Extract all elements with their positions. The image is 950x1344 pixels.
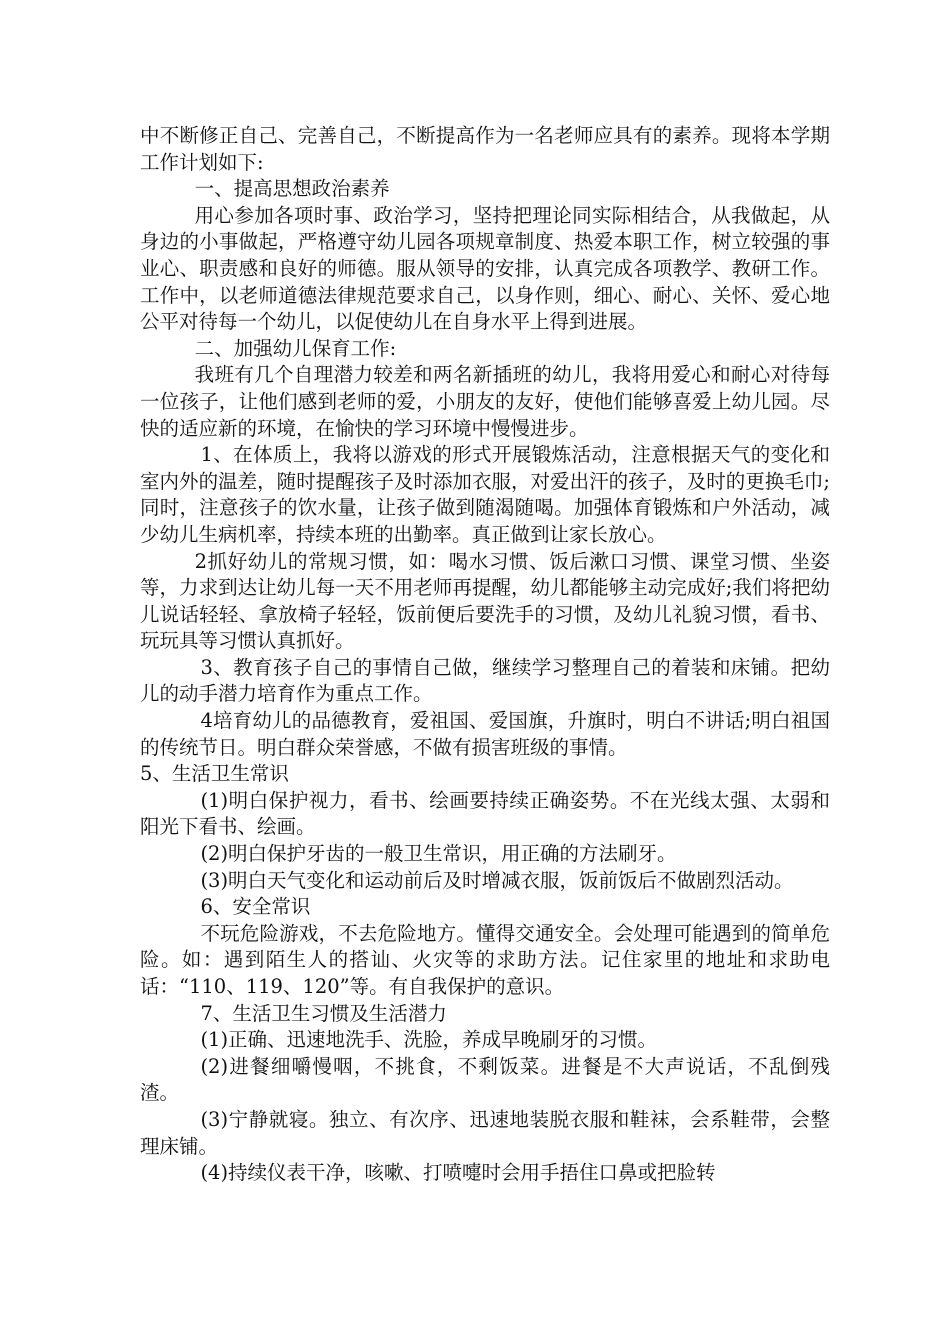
heading-hygiene-knowledge: 5、生活卫生常识	[140, 762, 289, 786]
paragraph-item-4: 4培育幼儿的品德教育，爱祖国、爱国旗，升旗时，明白不讲话;明白祖国的传统节日。明白群众荣誉感，不做有损害班级的事情。	[140, 709, 830, 759]
paragraph-hygiene-1: (1)明白保护视力，看书、绘画要持续正确姿势。不在光线太强、太弱和阳光下看书、绘画。	[140, 788, 830, 839]
paragraph-item-3: 3、教育孩子自己的事情自己做，继续学习整理自己的着装和床铺。把幼儿的动手潜力培育作为重点工作。	[140, 655, 830, 706]
paragraph-care: 我班有几个自理潜力较差和两名新插班的幼儿，我将用爱心和耐心对待每一位孩子，让他们感到老师的爱，小朋友的友好，使他们能够喜爱上幼儿园。尽快的适应新的环境，在愉快的学习环境中慢慢进步。	[140, 363, 830, 440]
heading-section-1: 一、提高思想政治素养	[194, 177, 390, 201]
heading-section-2: 二、加强幼儿保育工作:	[194, 336, 397, 360]
paragraph-item-2: 2抓好幼儿的常规习惯，如：喝水习惯、饭后漱口习惯、课堂习惯、坐姿等，力求到达让幼儿每一天不用老师再提醒，幼儿都能够主动完成好;我们将把幼儿说话轻轻、拿放椅子轻轻，饭前便后要洗手的习惯，及幼儿礼貌习惯，看书、玩玩具等习惯认真抓好。	[140, 549, 830, 653]
paragraph-habit-3: (3)宁静就寝。独立、有次序、迅速地装脱衣服和鞋袜，会系鞋带，会整理床铺。	[140, 1107, 830, 1158]
paragraph-hygiene-3: (3)明白天气变化和运动前后及时增减衣服，饭前饭后不做剧烈活动。	[200, 868, 794, 892]
document-page	[140, 123, 830, 1187]
paragraph-habit-2: (2)进餐细嚼慢咽，不挑食，不剩饭菜。进餐是不大声说话，不乱倒残渣。	[140, 1054, 830, 1105]
heading-habits: 7、生活卫生习惯及生活潜力	[200, 1001, 447, 1025]
paragraph-item-1: 1、在体质上，我将以游戏的形式开展锻炼活动，注意根据天气的变化和室内外的温差，随时提醒孩子及时添加衣服，对爱出汗的孩子，及时的更换毛巾;同时，注意孩子的饮水量，让孩子做到随渴随喝。加强体育锻炼和户外活动，减少幼儿生病机率，持续本班的出勤率。真正做到让家长放心。	[140, 443, 830, 546]
paragraph-habit-1: (1)正确、迅速地洗手、洗脸，养成早晚刷牙的习惯。	[200, 1028, 658, 1052]
heading-safety: 6、安全常识	[200, 895, 311, 919]
paragraph-political: 用心参加各项时事、政治学习，坚持把理论同实际相结合，从我做起，从身边的小事做起，严格遵守幼儿园各项规章制度、热爱本职工作，树立较强的事业心、职责感和良好的师德。服从领导的安排，认真完成各项教学、教研工作。工作中，以老师道德法律规范要求自己，以身作则，细心、耐心、关怀、爱心地公平对待每一个幼儿，以促使幼儿在自身水平上得到进展。	[140, 203, 830, 334]
paragraph-hygiene-2: (2)明白保护牙齿的一般卫生常识，用正确的方法刷牙。	[200, 842, 677, 866]
paragraph-safety: 不玩危险游戏，不去危险地方。懂得交通安全。会处理可能遇到的简单危险。如：遇到陌生人的搭讪、火灾等的求助方法。记住家里的地址和求助电话：“110、119、120”等。有自我保护的意识。	[140, 921, 830, 998]
paragraph-habit-4: (4)持续仪表干净，咳嗽、打喷嚏时会用手捂住口鼻或把脸转	[200, 1161, 716, 1185]
paragraph-intro: 中不断修正自己、完善自己，不断提高作为一名老师应具有的素养。现将本学期工作计划如下:	[140, 124, 830, 174]
